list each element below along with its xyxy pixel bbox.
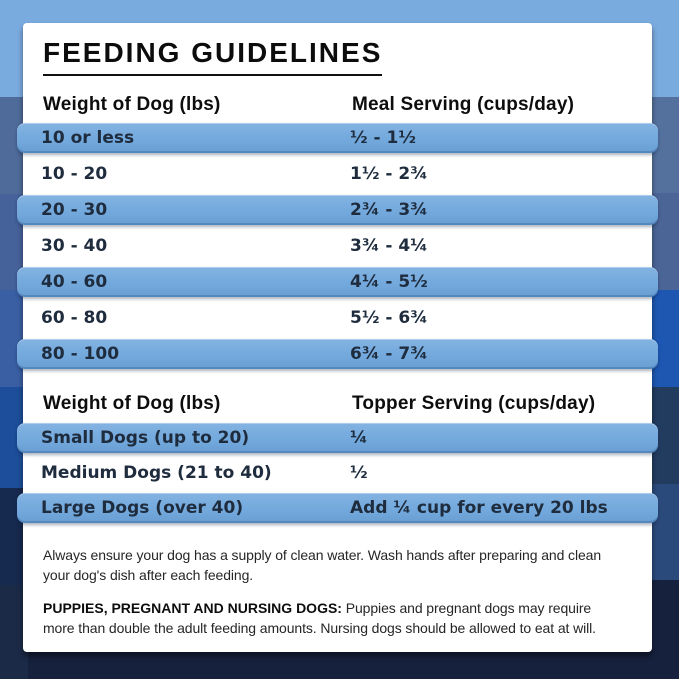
page-title: FEEDING GUIDELINES — [43, 38, 382, 76]
water-note: Always ensure your dog has a supply of clean water. Wash hands after preparing and clean your dog's dish after each feeding. — [43, 547, 602, 583]
serving-cell: 3¾ - 4¼ — [350, 236, 428, 256]
serving-cell: ½ - 1½ — [350, 128, 416, 148]
weight-cell: 30 - 40 — [41, 236, 108, 256]
serving-cell: ¼ — [350, 428, 368, 448]
weight-cell: 60 - 80 — [41, 308, 108, 328]
table-row — [17, 458, 658, 488]
table-row — [17, 195, 658, 225]
topper-header-weight: Weight of Dog (lbs) — [43, 393, 221, 414]
table-row — [17, 493, 658, 523]
table-row — [17, 339, 658, 369]
weight-cell: Large Dogs (over 40) — [41, 498, 244, 518]
serving-cell: 1½ - 2¾ — [350, 164, 428, 184]
weight-cell: 10 - 20 — [41, 164, 108, 184]
weight-cell: Small Dogs (up to 20) — [41, 428, 250, 448]
serving-cell: 2¾ - 3¾ — [350, 200, 428, 220]
serving-cell: 4¼ - 5½ — [350, 272, 428, 292]
table-row — [17, 159, 658, 189]
footnotes — [43, 545, 632, 638]
serving-cell: Add ¼ cup for every 20 lbs — [350, 498, 608, 518]
meal-header-weight: Weight of Dog (lbs) — [43, 94, 221, 115]
serving-cell: ½ — [350, 463, 368, 483]
table-row — [17, 267, 658, 297]
table-row — [17, 231, 658, 261]
table-row — [17, 303, 658, 333]
weight-cell: 10 or less — [41, 128, 135, 148]
table-row — [17, 423, 658, 453]
serving-cell: 5½ - 6¾ — [350, 308, 428, 328]
meal-table — [43, 94, 632, 369]
special-note — [43, 598, 618, 638]
table-row — [17, 123, 658, 153]
meal-table-header — [43, 94, 632, 116]
feeding-guidelines-card — [23, 23, 652, 652]
special-note-label: PUPPIES, PREGNANT AND NURSING DOGS: — [43, 600, 342, 616]
meal-header-serving: Meal Serving (cups/day) — [352, 94, 575, 115]
weight-cell: 20 - 30 — [41, 200, 108, 220]
topper-table — [43, 393, 632, 523]
topper-header-serving: Topper Serving (cups/day) — [352, 393, 596, 414]
serving-cell: 6¾ - 7¾ — [350, 344, 428, 364]
weight-cell: 40 - 60 — [41, 272, 108, 292]
topper-table-header — [43, 393, 632, 415]
weight-cell: Medium Dogs (21 to 40) — [41, 463, 272, 483]
special-note-text: Puppies and pregnant dogs may require more than double the adult feeding amounts. Nursing dogs should be allowed to eat at will. — [43, 600, 596, 636]
weight-cell: 80 - 100 — [41, 344, 120, 364]
